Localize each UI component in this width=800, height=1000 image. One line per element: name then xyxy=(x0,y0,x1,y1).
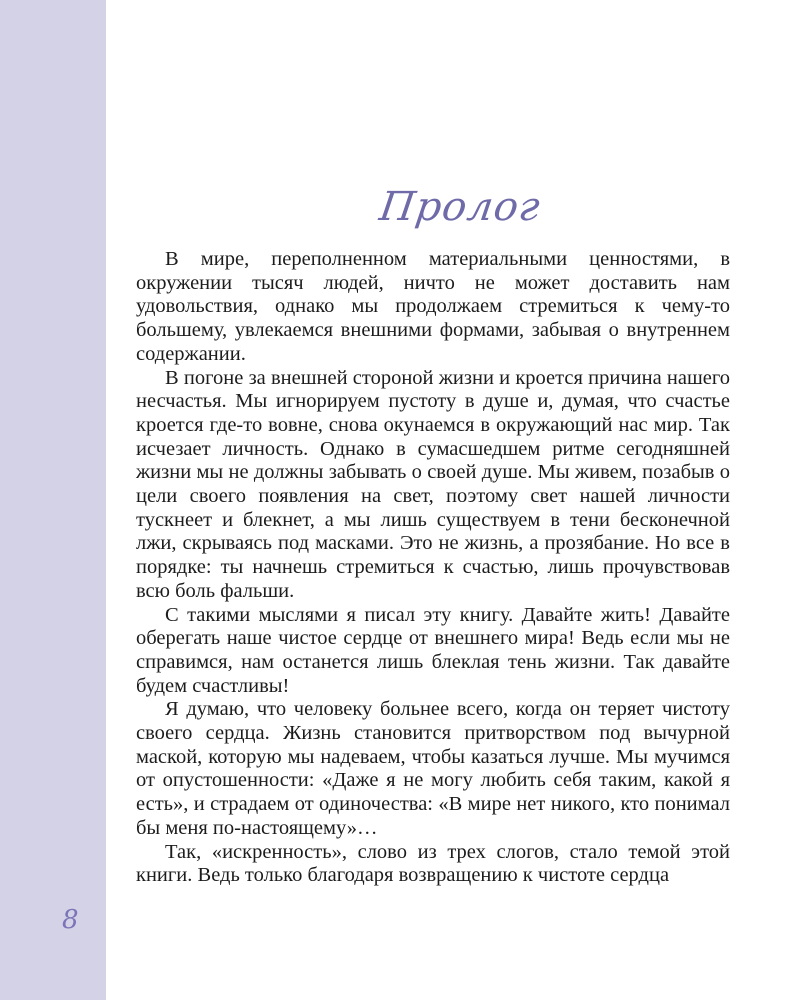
paragraph: С такими мыслями я писал эту книгу. Давайте жить! Давайте оберегать наше чистое сердце от внешнего мира! Ведь если мы не справимся, нам останется лишь блеклая тень жизни. Так давайте будем счастливы! xyxy=(136,603,730,697)
chapter-heading: Пролог xyxy=(376,184,544,230)
paragraph: В мире, переполненном материальными ценностями, в окружении тысяч людей, ничто не может доставить нам удовольствия, однако мы продолжаем стремиться к чему-то большему, увлекаемся внешними формами, забывая о внутреннем содержании. xyxy=(136,248,730,365)
page-margin-band xyxy=(0,0,106,1000)
body-text xyxy=(136,248,730,888)
paragraph: Я думаю, что человеку больнее всего, когда он теряет чистоту своего сердца. Жизнь становится притворством под вычурной маской, которую мы надеваем, чтобы казаться лучше. Мы мучимся от опустошенности: «Даже я не могу любить себя таким, какой я есть», и страдаем от одиночества: «В мире нет никого, кто понимал бы меня по-настоящему»… xyxy=(136,698,730,839)
paragraph: Так, «искренность», слово из трех слогов, стало темой этой книги. Ведь только благодаря возвращению к чистоте сердца xyxy=(136,840,730,887)
page-number: 8 xyxy=(62,905,79,935)
paragraph: В погоне за внешней стороной жизни и кроется причина нашего несчастья. Мы игнорируем пустоту в душе и, думая, что счастье кроется где-то вовне, снова окунаемся в окружающий нас мир. Так исчезает личность. Однако в сумасшедшем ритме сегодняшней жизни мы не должны забывать о своей душе. Мы живем, позабыв о цели своего появления на свет, поэтому свет нашей личности тускнеет и блекнет, а мы лишь существуем в тени бесконечной лжи, скрываясь под масками. Это не жизнь, а прозябание. Но все в порядке: ты начнешь стремиться к счастью, лишь прочувствовав всю боль фальши. xyxy=(136,366,730,602)
